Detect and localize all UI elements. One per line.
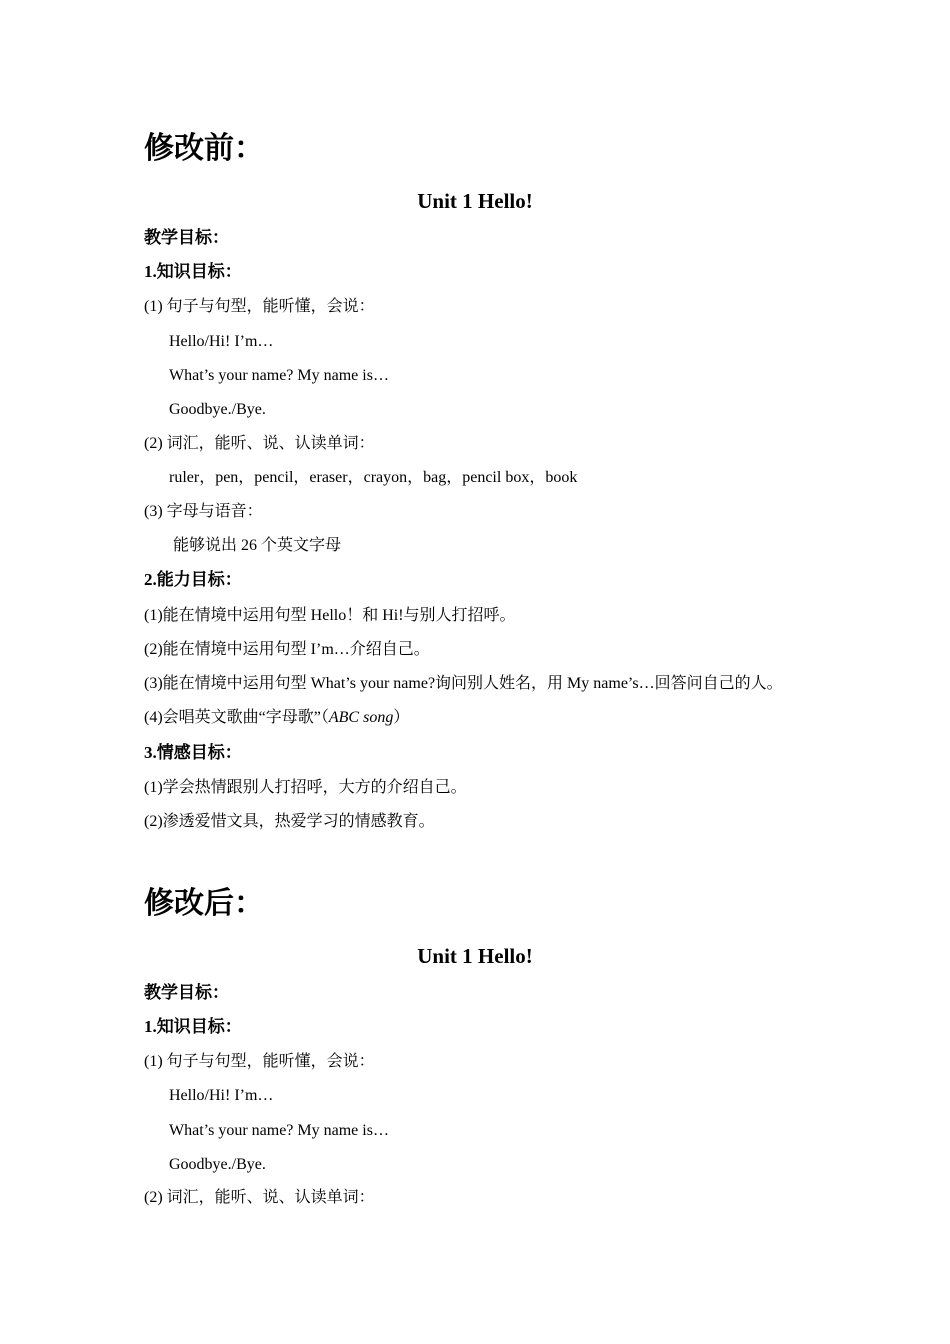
- after-knowledge-item1: (1) 句子与句型，能听懂，会说：: [144, 1053, 375, 1070]
- before-title: Unit 1 Hello!: [417, 189, 533, 213]
- after-sentence-3: Goodbye./Bye.: [169, 1156, 266, 1173]
- before-ability-item1: (1)能在情境中运用句型 Hello！和 Hi!与别人打招呼。: [144, 607, 516, 624]
- after-objectives-label: 教学目标：: [144, 983, 229, 1002]
- before-emotion-item1: (1)学会热情跟别人打招呼，大方的介绍自己。: [144, 779, 467, 796]
- before-emotion-label: 3.情感目标：: [144, 743, 242, 762]
- before-knowledge-label: 1.知识目标：: [144, 262, 242, 281]
- after-title: Unit 1 Hello!: [417, 944, 533, 968]
- before-knowledge-item2: (2) 词汇，能听、说、认读单词：: [144, 435, 375, 452]
- after-sentence-1: Hello/Hi! I’m…: [169, 1087, 274, 1104]
- before-heading: 修改前：: [144, 132, 264, 165]
- after-sentence-2: What’s your name? My name is…: [169, 1122, 389, 1139]
- before-letters: 能够说出 26 个英文字母: [173, 537, 342, 554]
- before-emotion-item2: (2)渗透爱惜文具，热爱学习的情感教育。: [144, 813, 435, 830]
- before-ability-item2: (2)能在情境中运用句型 I’m…介绍自己。: [144, 641, 430, 658]
- before-ability-item4-suffix: ）: [393, 709, 410, 726]
- before-knowledge-item1: (1) 句子与句型，能听懂，会说：: [144, 298, 375, 315]
- before-sentence-2: What’s your name? My name is…: [169, 367, 389, 384]
- before-ability-item4: [144, 708, 409, 728]
- before-ability-label: 2.能力目标：: [144, 570, 242, 589]
- before-knowledge-item3: (3) 字母与语音：: [144, 503, 263, 520]
- before-ability-item4-song: ABC song: [328, 709, 394, 726]
- before-ability-item3: (3)能在情境中运用句型 What’s your name?询问别人姓名，用 My name’s…回答问自己的人。: [144, 675, 783, 692]
- before-ability-item4-prefix: (4)会唱英文歌曲“字母歌”（: [144, 709, 329, 726]
- before-sentence-1: Hello/Hi! I’m…: [169, 333, 274, 350]
- before-words: ruler，pen，pencil，eraser，crayon，bag，pencil box，book: [169, 469, 578, 486]
- before-sentence-3: Goodbye./Bye.: [169, 401, 266, 418]
- after-heading: 修改后：: [144, 887, 264, 920]
- after-knowledge-label: 1.知识目标：: [144, 1017, 242, 1036]
- after-knowledge-item2: (2) 词汇，能听、说、认读单词：: [144, 1189, 375, 1206]
- before-objectives-label: 教学目标：: [144, 228, 229, 247]
